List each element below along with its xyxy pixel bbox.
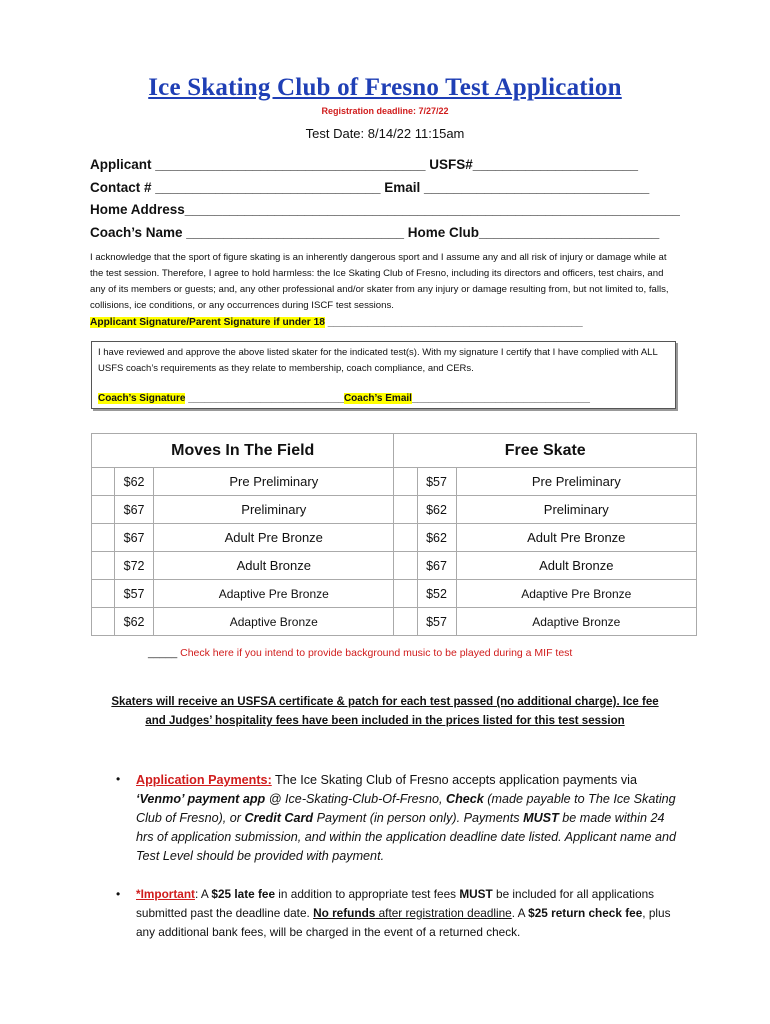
certificate-line-2: and Judges’ hospitality fees have been included in the prices listed for this test session: [145, 715, 625, 727]
mif-level: Preliminary: [154, 496, 394, 524]
coach-approval-text: I have reviewed and approve the above listed skater for the indicated test(s). With my signature I certify that I have complied with ALL USFS coach’s requirements as they relate to membership, coach compliance, and CERs.: [98, 347, 658, 374]
fs-level: Pre Preliminary: [456, 468, 696, 496]
important-text: after registration deadline: [375, 906, 512, 920]
fs-checkbox[interactable]: [394, 468, 417, 496]
mif-level: Adult Pre Bronze: [154, 524, 394, 552]
fs-checkbox[interactable]: [394, 608, 417, 636]
certificate-notice: [90, 693, 680, 731]
music-text: Check here if you intend to provide background music to be played during a MIF test: [180, 647, 573, 659]
fs-checkbox[interactable]: [394, 580, 417, 608]
fs-checkbox[interactable]: [394, 524, 417, 552]
table-row: [92, 496, 697, 524]
fs-level: Adult Pre Bronze: [456, 524, 696, 552]
acknowledgement-text: I acknowledge that the sport of figure skating is an inherently dangerous sport and I assume any and all risk of injury or damage while at the test session. Therefore, I agree to hold harmless: the Ice Skating Club of Fresno, including its directors and officers, test chairs, and any of its members or guests; and, any other professional and/or skater from any injury or damage resulting from, but not limited to, falls, collisions, ice conditions, or any occurrences during ISCF test sessions.: [90, 252, 669, 311]
coach-approval-box: [91, 341, 676, 409]
mif-level: Pre Preliminary: [154, 468, 394, 496]
mif-level: Adaptive Bronze: [154, 608, 394, 636]
home-address-field[interactable]: Home Address__________________________________________________________________: [90, 202, 680, 217]
mif-checkbox[interactable]: [92, 496, 115, 524]
coach-signature-label: Coach’s Signature: [98, 393, 186, 404]
contact-field[interactable]: Contact # ______________________________ Email ______________________________: [90, 180, 650, 195]
table-row: [92, 580, 697, 608]
coach-email-line[interactable]: ________________________________: [411, 393, 590, 404]
mif-header: Moves In The Field: [92, 434, 394, 468]
fs-price: $57: [417, 608, 456, 636]
fs-price: $62: [417, 496, 456, 524]
fs-checkbox[interactable]: [394, 552, 417, 580]
mif-checkbox[interactable]: [92, 580, 115, 608]
fs-price: $67: [417, 552, 456, 580]
mif-price: $72: [115, 552, 154, 580]
mif-level: Adult Bronze: [154, 552, 394, 580]
mif-checkbox[interactable]: [92, 552, 115, 580]
payments-label: Application Payments:: [136, 773, 272, 787]
late-fee-text: $25 late fee: [211, 887, 276, 901]
bullet-icon: •: [116, 772, 121, 786]
coach-signature-row: [98, 393, 590, 404]
mif-checkbox[interactable]: [92, 468, 115, 496]
registration-deadline: Registration deadline: 7/27/22: [321, 106, 449, 116]
must-text: MUST: [459, 887, 493, 901]
important-paragraph: [136, 885, 680, 942]
important-text: . A: [511, 906, 529, 920]
music-checkbox[interactable]: _____: [148, 647, 178, 659]
payments-text: (made payable to The Ice Skating Club of Fresno), or: [136, 792, 676, 825]
important-text: be included for all applications submitted past the deadline date.: [136, 887, 655, 920]
important-text: in addition to appropriate test fees: [275, 887, 460, 901]
mif-checkbox[interactable]: [92, 608, 115, 636]
venmo-text: ‘Venmo’ payment app: [136, 792, 266, 806]
music-checkbox-line: [148, 647, 572, 659]
no-refunds-text: No refunds: [313, 906, 376, 920]
applicant-signature-label: Applicant Signature/Parent Signature if under 18: [90, 317, 325, 328]
coach-name-field[interactable]: Coach’s Name _____________________________ Home Club________________________: [90, 225, 660, 240]
important-label: *Important: [136, 887, 195, 901]
payments-text: be made within 24 hrs of application submission, and within the application deadline date listed. Applicant name and Test Level should be provided with payment.: [136, 811, 677, 863]
mif-price: $57: [115, 580, 154, 608]
payments-text: The Ice Skating Club of Fresno accepts application payments via: [271, 773, 637, 787]
important-text: :: [195, 887, 199, 901]
coach-email-label: Coach’s Email: [343, 393, 412, 404]
return-check-fee-text: $25 return check fee: [528, 906, 643, 920]
fs-price: $62: [417, 524, 456, 552]
certificate-line-1: Skaters will receive an USFSA certificate & patch for each test passed (no additional charge). Ice fee: [111, 696, 659, 708]
fee-table: [91, 433, 697, 636]
important-text: A: [198, 887, 212, 901]
fs-level: Adaptive Pre Bronze: [456, 580, 696, 608]
fs-price: $52: [417, 580, 456, 608]
applicant-signature-line[interactable]: _____________________________________________: [324, 317, 583, 328]
applicant-field[interactable]: Applicant ____________________________________ USFS#______________________: [90, 157, 638, 172]
mif-checkbox[interactable]: [92, 524, 115, 552]
important-text: , plus any additional bank fees, will be charged in the event of a returned check.: [136, 906, 671, 939]
fs-level: Adaptive Bronze: [456, 608, 696, 636]
payments-text: @ Ice-Skating-Club-Of-Fresno,: [265, 792, 446, 806]
applicant-signature[interactable]: [90, 317, 583, 328]
table-row: [92, 552, 697, 580]
fs-price: $57: [417, 468, 456, 496]
credit-card-text: Credit Card: [244, 811, 314, 825]
mif-price: $67: [115, 496, 154, 524]
payments-text: Payment (in person only). Payments: [313, 811, 524, 825]
fs-level: Adult Bronze: [456, 552, 696, 580]
mif-price: $67: [115, 524, 154, 552]
mif-price: $62: [115, 608, 154, 636]
table-row: [92, 608, 697, 636]
page-title: Ice Skating Club of Fresno Test Application: [148, 74, 622, 101]
coach-signature-line[interactable]: ____________________________: [185, 393, 344, 404]
table-row: [92, 468, 697, 496]
table-row: [92, 524, 697, 552]
mif-price: $62: [115, 468, 154, 496]
must-text: MUST: [523, 811, 559, 825]
check-text: Check: [446, 792, 484, 806]
payments-paragraph: [136, 771, 680, 866]
fs-checkbox[interactable]: [394, 496, 417, 524]
test-date: Test Date: 8/14/22 11:15am: [305, 126, 465, 141]
bullet-icon: •: [116, 887, 121, 901]
fs-level: Preliminary: [456, 496, 696, 524]
mif-level: Adaptive Pre Bronze: [154, 580, 394, 608]
fs-header: Free Skate: [394, 434, 697, 468]
